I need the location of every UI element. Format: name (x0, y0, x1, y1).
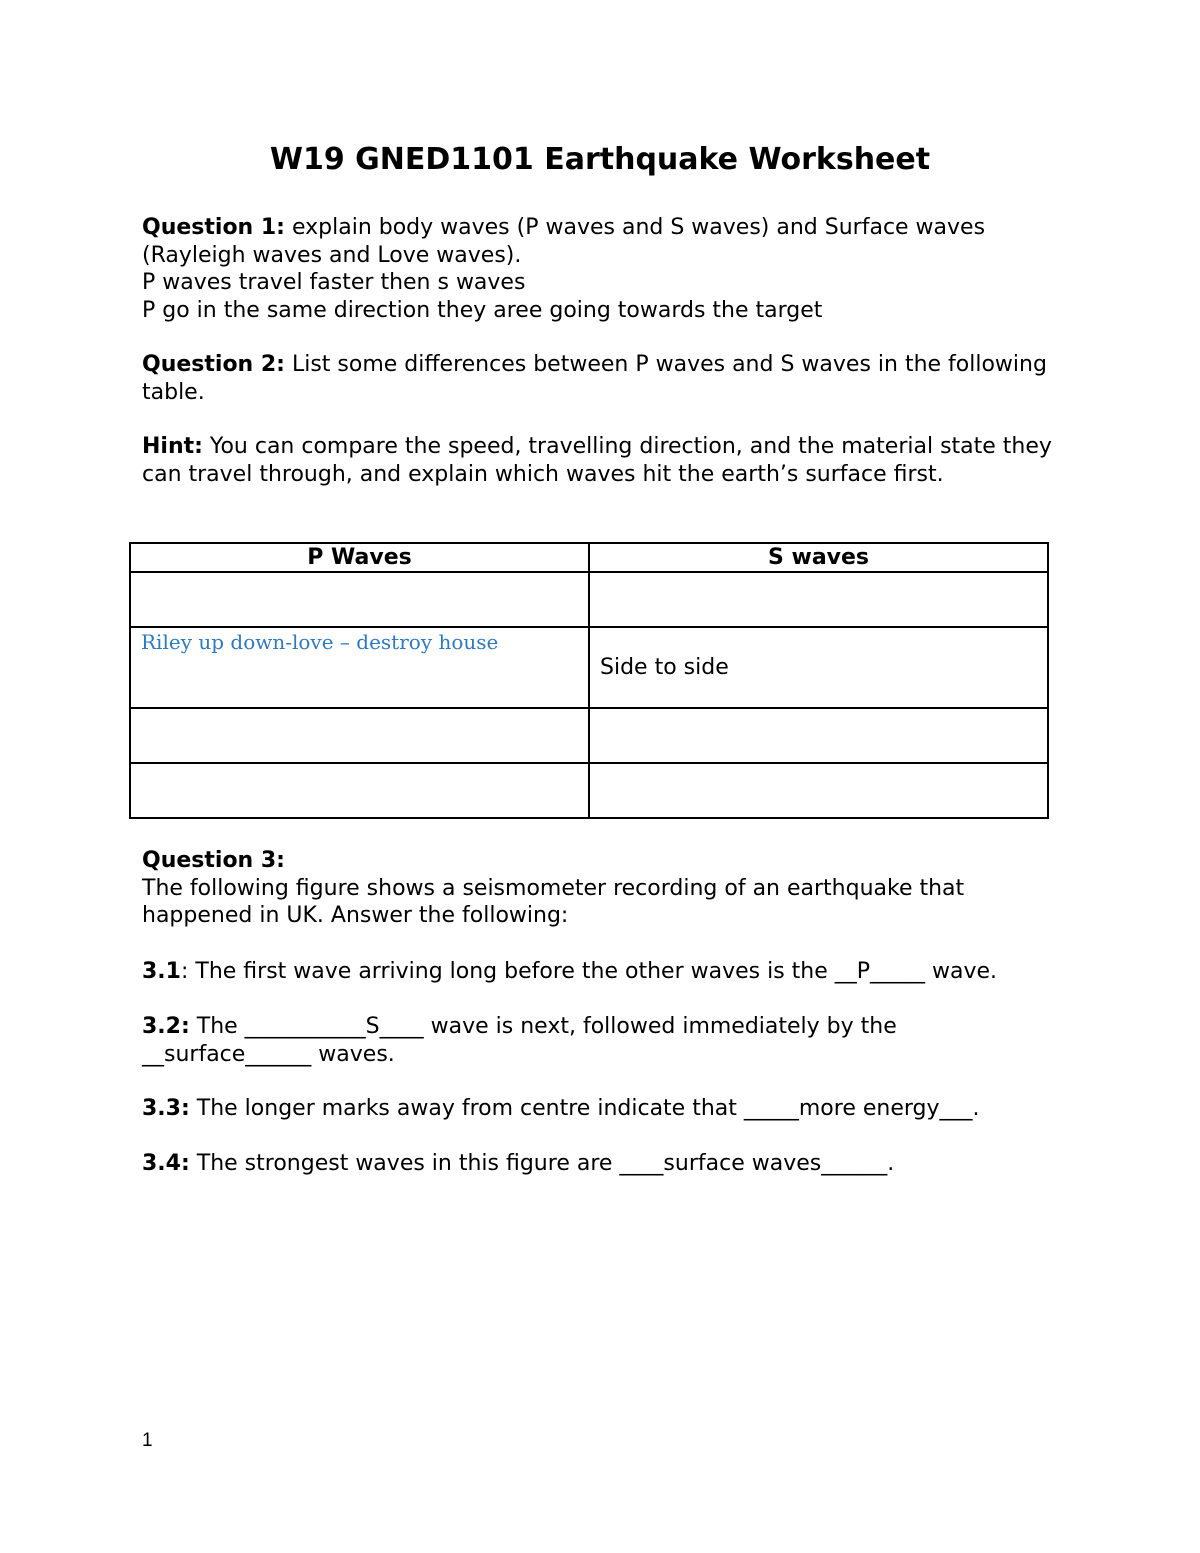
table-row (130, 627, 1048, 708)
header-s-waves: S waves (589, 543, 1048, 572)
item-text: The ___________S____ wave is next, followed immediately by the __surface______ waves. (142, 1014, 897, 1067)
hint (142, 433, 1072, 488)
handwritten-answer: Riley up down-love – destroy house (141, 630, 499, 654)
item-text: The strongest waves in this figure are ____surface waves______. (189, 1151, 895, 1176)
table-header-row (130, 543, 1048, 572)
question-3-item (142, 1150, 1072, 1178)
item-text: The longer marks away from centre indicate that _____more energy___. (189, 1096, 980, 1121)
item-number: 3.2: (142, 1014, 190, 1039)
question-2-text: List some differences between P waves and S waves in the following table. (142, 352, 1047, 405)
table-cell[interactable] (130, 708, 589, 763)
table-row (130, 572, 1048, 627)
item-text: The first wave arriving long before the other waves is the __P_____ wave. (188, 959, 998, 984)
item-punct: : (180, 959, 189, 984)
question-3-item (142, 1095, 1072, 1123)
question-1-answer-line: P waves travel faster then s waves (142, 270, 526, 295)
question-3-item (142, 958, 1072, 986)
page-number: 1 (142, 1430, 153, 1451)
table-cell[interactable] (130, 572, 589, 627)
hint-label: Hint: (142, 434, 203, 459)
question-1-label: Question 1: (142, 215, 285, 240)
table-row (130, 763, 1048, 818)
question-3-item (142, 1013, 1072, 1068)
cell-answer: Side to side (600, 655, 729, 680)
table-cell[interactable] (589, 627, 1048, 708)
table-cell[interactable] (130, 627, 589, 708)
question-2 (142, 351, 1072, 406)
question-3 (142, 847, 1072, 930)
table-cell[interactable] (589, 572, 1048, 627)
table-cell[interactable] (130, 763, 589, 818)
question-3-label: Question 3: (142, 848, 285, 873)
question-2-label: Question 2: (142, 352, 285, 377)
question-1-text: explain body waves (P waves and S waves) and Surface waves (Rayleigh waves and Love waves). (142, 215, 986, 268)
question-1-answer-line: P go in the same direction they aree going towards the target (142, 297, 823, 323)
question-1-prompt (142, 214, 1072, 269)
table-cell[interactable] (589, 708, 1048, 763)
item-number: 3.1 (142, 959, 181, 984)
question-3-intro: The following figure shows a seismometer recording of an earthquake that happened in UK. Answer the following: (142, 875, 965, 928)
hint-text: You can compare the speed, travelling direction, and the material state they can travel through, and explain which waves hit the earth’s surface first. (142, 434, 1052, 487)
item-number: 3.3: (142, 1096, 190, 1121)
question-2-prompt (142, 351, 1072, 406)
header-p-waves: P Waves (130, 543, 589, 572)
question-1 (142, 214, 1072, 324)
comparison-table (129, 542, 1049, 819)
item-number: 3.4: (142, 1151, 190, 1176)
page-title: W19 GNED1101 Earthquake Worksheet (269, 142, 931, 177)
table-cell[interactable] (589, 763, 1048, 818)
table-row (130, 708, 1048, 763)
